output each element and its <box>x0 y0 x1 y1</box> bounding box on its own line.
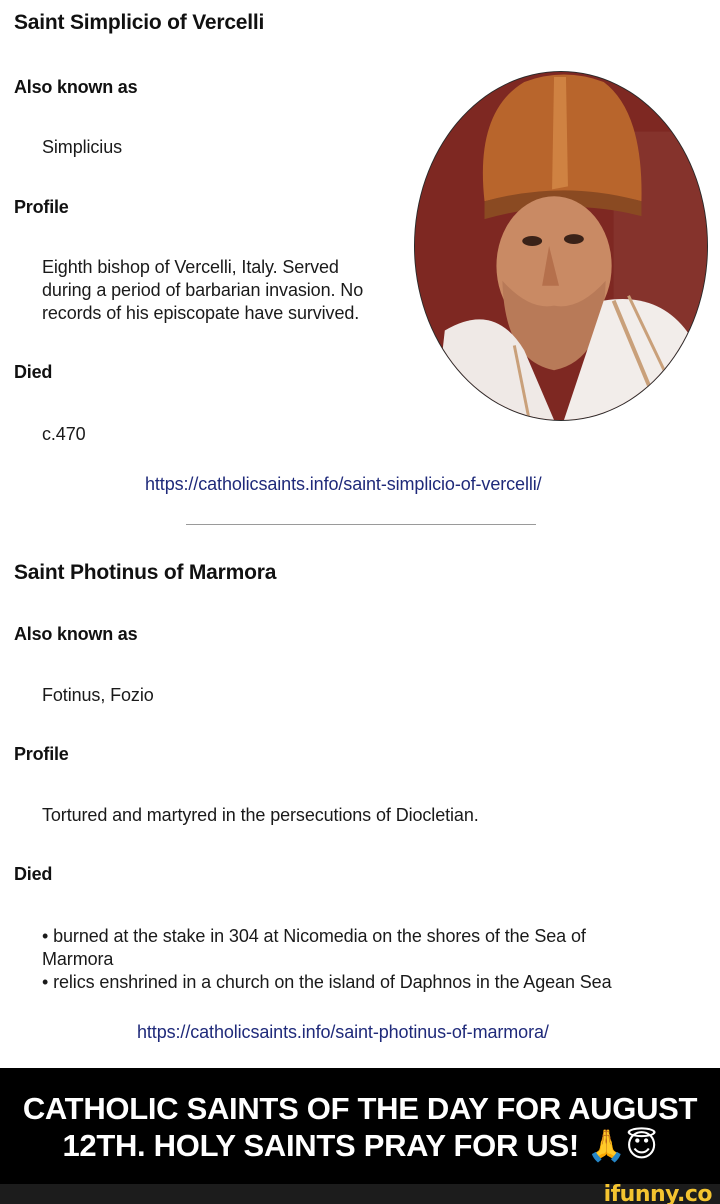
saint-title: Saint Photinus of Marmora <box>14 561 277 584</box>
caption-text <box>0 1090 720 1165</box>
profile-label: Profile <box>14 744 69 764</box>
caption-line-2 <box>0 1127 720 1165</box>
profile-text: Tortured and martyred in the persecutions of Diocletian. <box>42 805 479 825</box>
profile-line: during a period of barbarian invasion. No <box>42 280 364 300</box>
profile-line: Eighth bishop of Vercelli, Italy. Served <box>42 257 339 277</box>
died-line: • burned at the stake in 304 at Nicomedia on the shores of the Sea of <box>42 926 586 946</box>
died-value: c.470 <box>42 424 86 444</box>
profile-text <box>42 256 363 325</box>
died-line: • relics enshrined in a church on the island of Daphnos in the Agean Sea <box>42 972 612 992</box>
died-line: Marmora <box>42 949 114 969</box>
saint-portrait-image <box>414 71 708 421</box>
caption-bar <box>0 1068 720 1184</box>
profile-line: records of his episcopate have survived. <box>42 303 360 323</box>
source-link[interactable]: https://catholicsaints.info/saint-photinus-of-marmora/ <box>137 1022 549 1042</box>
footer-bar <box>0 1184 720 1204</box>
died-label: Died <box>14 362 53 382</box>
portrait-illustration-icon <box>415 72 707 420</box>
aka-label: Also known as <box>14 624 138 644</box>
section-divider <box>186 524 536 525</box>
saint-title: Saint Simplicio of Vercelli <box>14 11 265 34</box>
died-value <box>42 925 702 994</box>
aka-value: Simplicius <box>42 137 123 157</box>
caption-line-1: CATHOLIC SAINTS OF THE DAY FOR AUGUST <box>22 1091 698 1126</box>
profile-label: Profile <box>14 197 69 217</box>
ifunny-watermark-logo: ifunny.co <box>603 1182 712 1204</box>
aka-value: Fotinus, Fozio <box>42 685 154 705</box>
caption-line-2-text: 12TH. HOLY SAINTS PRAY FOR US! <box>62 1128 579 1163</box>
aka-label: Also known as <box>14 77 138 97</box>
source-link[interactable]: https://catholicsaints.info/saint-simplicio-of-vercelli/ <box>145 474 542 494</box>
died-label: Died <box>14 864 53 884</box>
praying-hands-halo-emoji-icon: 🙏😇 <box>587 1128 658 1164</box>
